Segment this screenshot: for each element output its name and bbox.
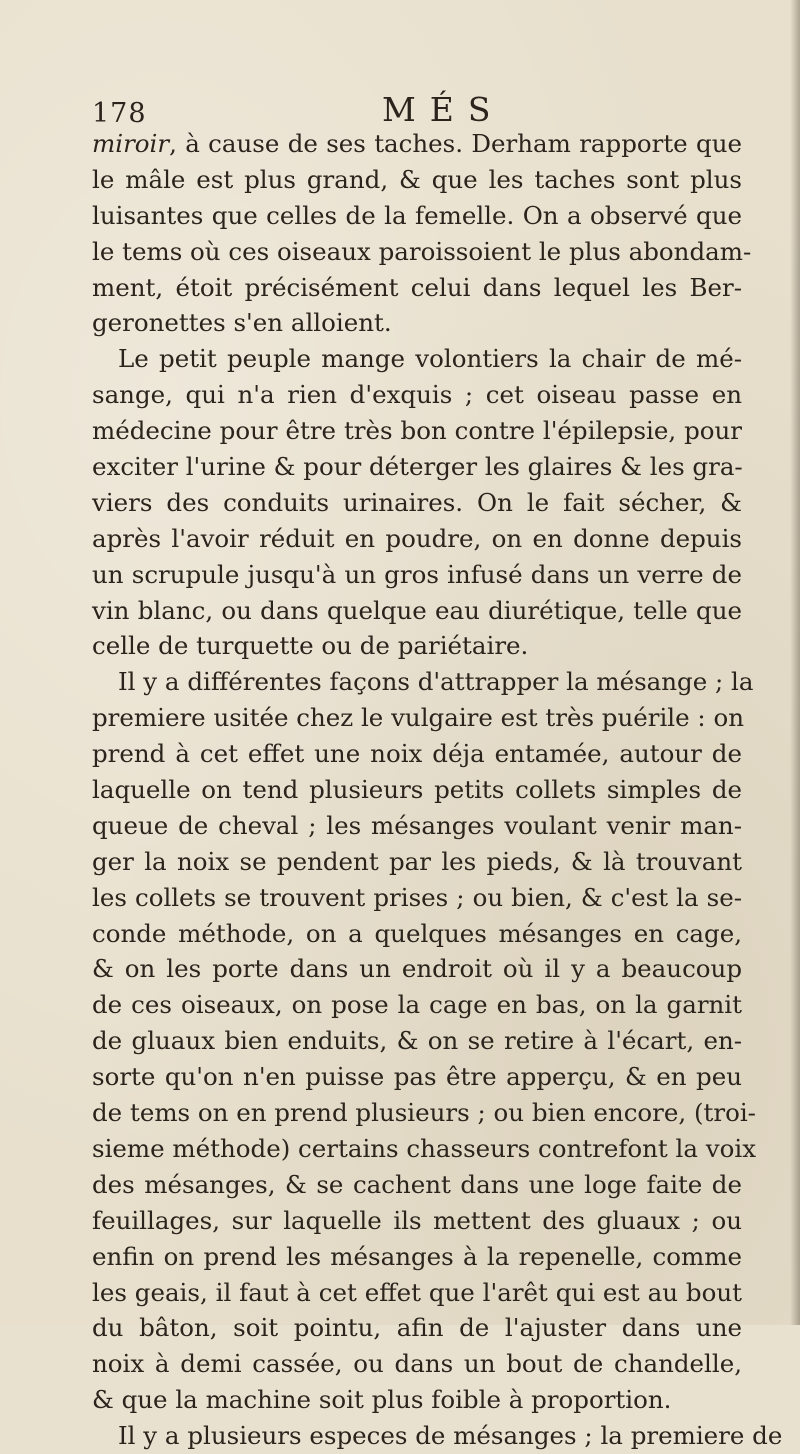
text-line: médecine pour être très bon contre l'épilepsie, pour xyxy=(92,416,742,446)
page-number: 178 xyxy=(92,98,147,129)
text-line: Il y a différentes façons d'attrapper la mésange ; la xyxy=(118,667,754,697)
text-line: sange, qui n'a rien d'exquis ; cet oiseau passe en xyxy=(92,380,742,410)
text-line: des mésanges, & se cachent dans une loge faite de xyxy=(92,1169,742,1199)
text-line: les geais, il faut à cet effet que l'arêt qui est au bout xyxy=(92,1277,742,1307)
page-header xyxy=(92,90,752,130)
text-line: un scrupule jusqu'à un gros infusé dans un verre de xyxy=(92,559,742,589)
text-line: miroir, à cause de ses taches. Derham rapporte que xyxy=(92,129,742,158)
text-line: de gluaux bien enduits, & on se retire à l'écart, en- xyxy=(92,1026,742,1056)
body-text xyxy=(92,126,783,1454)
text-line: & que la machine soit plus foible à proportion. xyxy=(92,1385,672,1415)
text-line: Le petit peuple mange volontiers la chair de mé- xyxy=(118,344,742,374)
text-line: Il y a plusieurs especes de mésanges ; la premiere de xyxy=(118,1421,783,1451)
text-line: ment, étoit précisément celui dans lequel les Ber- xyxy=(92,272,742,302)
text-line: queue de cheval ; les mésanges voulant venir man- xyxy=(92,810,742,840)
text-line: laquelle on tend plusieurs petits collets simples de xyxy=(92,775,742,805)
text-line: de tems on en prend plusieurs ; ou bien encore, (troi- xyxy=(92,1098,756,1128)
italic-word: miroir xyxy=(92,129,170,158)
text-line: & on les porte dans un endroit où il y a beaucoup xyxy=(92,954,742,984)
text-line: premiere usitée chez le vulgaire est très puérile : on xyxy=(92,703,745,733)
text-line: conde méthode, on a quelques mésanges en cage, xyxy=(92,918,742,948)
text-line: exciter l'urine & pour déterger les glaires & les gra- xyxy=(92,452,743,482)
page-edge-shadow xyxy=(790,0,800,1325)
text-line: après l'avoir réduit en poudre, on en donne depuis xyxy=(92,523,742,553)
text-line: ger la noix se pendent par les pieds, & là trouvant xyxy=(92,846,742,876)
text-line: sorte qu'on n'en puisse pas être apperçu, & en peu xyxy=(92,1062,742,1092)
text-line: feuillages, sur laquelle ils mettent des gluaux ; ou xyxy=(92,1205,742,1235)
text-line: celle de turquette ou de pariétaire. xyxy=(92,631,529,661)
text-line: enfin on prend les mésanges à la repenelle, comme xyxy=(92,1241,742,1271)
text-line: les collets se trouvent prises ; ou bien, & c'est la se- xyxy=(92,882,742,912)
text-line: viers des conduits urinaires. On le fait sécher, & xyxy=(92,487,742,517)
text-line: le mâle est plus grand, & que les taches sont plus xyxy=(92,164,742,194)
text-line: prend à cet effet une noix déja entamée, autour de xyxy=(92,739,742,769)
text-line: le tems où ces oiseaux paroissoient le plus abondam- xyxy=(92,236,752,266)
text-line: noix à demi cassée, ou dans un bout de chandelle, xyxy=(92,1349,742,1379)
text-line: de ces oiseaux, on pose la cage en bas, on la garnit xyxy=(92,990,742,1020)
text-line: geronettes s'en alloient. xyxy=(92,308,392,338)
text-line: du bâton, soit pointu, afin de l'ajuster dans une xyxy=(92,1313,742,1343)
running-head: MÉS xyxy=(382,90,505,129)
text-line: sieme méthode) certains chasseurs contrefont la voix xyxy=(92,1133,757,1163)
text-line: vin blanc, ou dans quelque eau diurétique, telle que xyxy=(92,595,742,625)
text-line: luisantes que celles de la femelle. On a observé que xyxy=(92,200,742,230)
